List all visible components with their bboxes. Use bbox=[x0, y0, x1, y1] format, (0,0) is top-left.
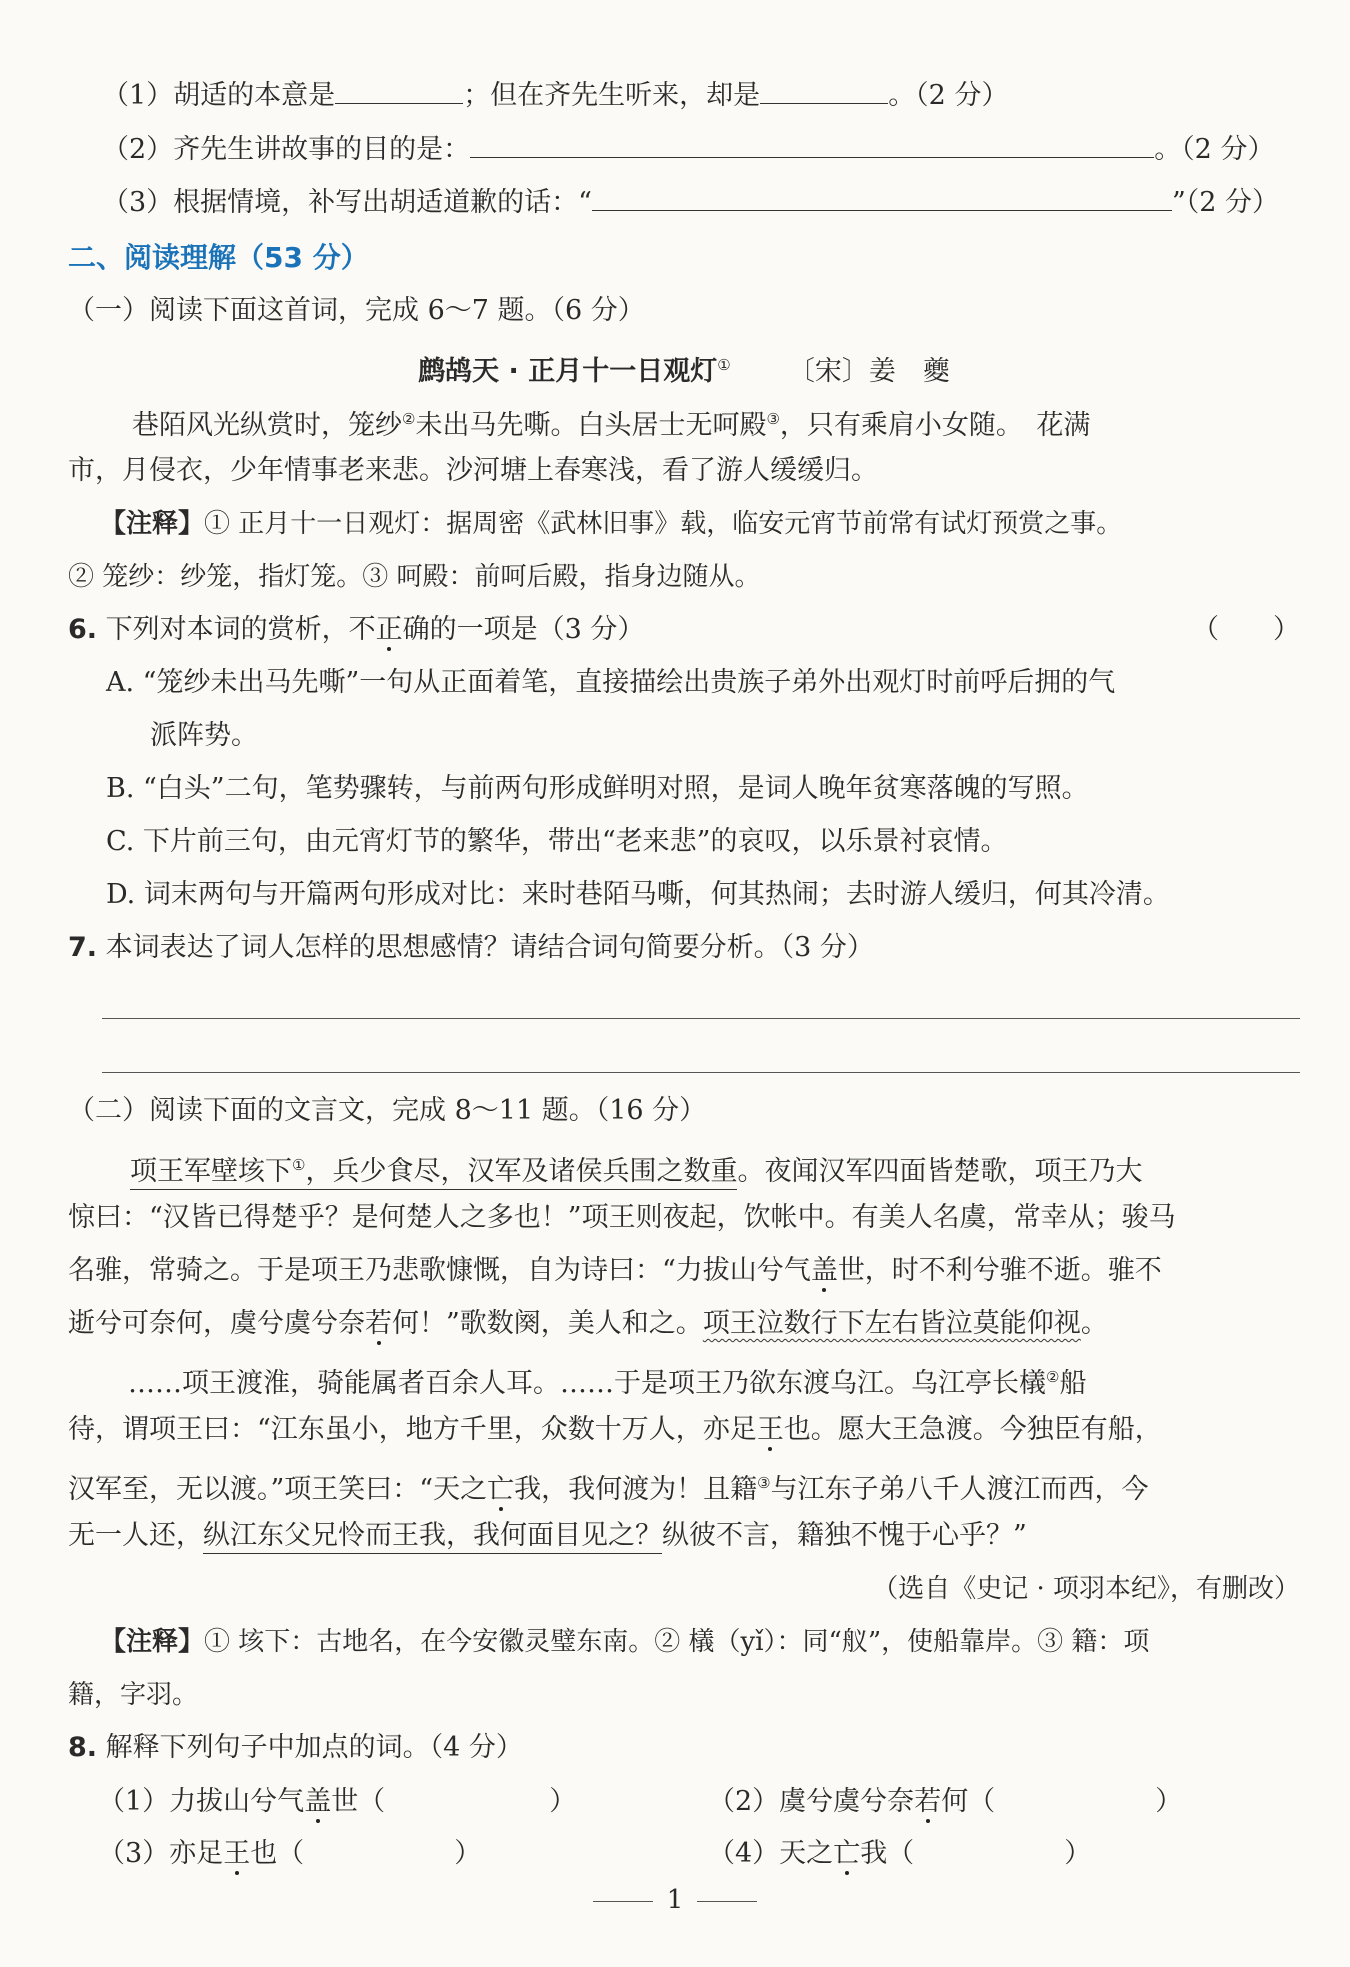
answer-blank[interactable] bbox=[470, 131, 1154, 158]
q5-sub2-score: 。（2 分） bbox=[1154, 134, 1275, 165]
q8-item-3[interactable]: （3）亦足王也（ ） bbox=[98, 1838, 482, 1869]
text-p2-l2: 待，谓项王曰：“江东虽小，地方千里，众数十万人，亦足王也。愿大王急渡。今独臣有船， bbox=[68, 1414, 1162, 1445]
text-p1-l2: 惊曰：“汉皆已得楚乎？是何楚人之多也！”项王则夜起，饮帐中。有美人名虞，常幸从；骏马 bbox=[68, 1202, 1176, 1233]
answer-line[interactable] bbox=[102, 1018, 1300, 1019]
answer-blank[interactable] bbox=[760, 77, 888, 104]
q6-stem bbox=[68, 610, 1300, 650]
footer-rule bbox=[697, 1901, 757, 1902]
answer-paren[interactable]: （ ） bbox=[1192, 614, 1300, 645]
footer-rule bbox=[593, 1901, 653, 1902]
emphasis-dotted: 王 bbox=[223, 1838, 251, 1869]
text: 。夜闻汉军四面皆楚歌，项王乃大 bbox=[737, 1156, 1143, 1187]
q5-sub3-score: ”（2 分） bbox=[1171, 187, 1280, 218]
poem-title: 鹧鸪天 · 正月十一日观灯 bbox=[418, 356, 718, 387]
source-citation: （选自《史记 · 项羽本纪》，有删改） bbox=[872, 1574, 1300, 1604]
question-number: 8. bbox=[68, 1732, 98, 1763]
part2-intro: （二）阅读下面的文言文，完成 8～11 题。（16 分） bbox=[68, 1095, 707, 1126]
question-number: 6. bbox=[68, 614, 98, 645]
part2-note-2: 籍，字羽。 bbox=[68, 1680, 199, 1710]
footnote-mark: ② bbox=[402, 410, 416, 428]
emphasis-dotted: 亡 bbox=[487, 1474, 515, 1505]
note-text: ① 正月十一日观灯：据周密《武林旧事》载，临安元宵节前常有试灯预赏之事。 bbox=[204, 509, 1123, 539]
page-number: 1 bbox=[666, 1885, 684, 1915]
poem-author: 〔宋〕姜 夔 bbox=[787, 356, 950, 387]
q5-sub3-text: （3）根据情境，补写出胡适道歉的话：“ bbox=[102, 187, 592, 218]
footnote-mark: ③ bbox=[766, 410, 780, 428]
text-p2-l4: 无一人还，纵江东父兄怜而王我，我何面目见之？纵彼不言，籍独不愧于心乎？” bbox=[68, 1516, 1300, 1556]
q5-sub1-text: （1）胡适的本意是 bbox=[102, 80, 336, 111]
q5-sub3 bbox=[102, 183, 1300, 223]
underlined-sentence: 项王军壁垓下①，兵少食尽，汉军及诸侯兵围之数重 bbox=[130, 1156, 737, 1190]
q7-stem bbox=[68, 928, 1300, 968]
q5-sub2-text: （2）齐先生讲故事的目的是： bbox=[102, 134, 471, 165]
q5-sub2 bbox=[102, 130, 1300, 170]
text-p1-l4: 逝兮可奈何，虞兮虞兮奈若何！”歌数阕，美人和之。项王泣数行下左右皆泣莫能仰视。 bbox=[68, 1308, 1108, 1339]
q6-option-d[interactable]: D. 词末两句与开篇两句形成对比：来时巷陌马嘶，何其热闹；去时游人缓归，何其冷清。 bbox=[106, 879, 1170, 910]
emphasis-dotted: 亡 bbox=[833, 1838, 861, 1869]
text-p2-l3: 汉军至，无以渡。”项王笑曰：“天之亡我，我何渡为！且籍③与江东子弟八千人渡江而西，今 bbox=[68, 1474, 1149, 1505]
q8-stem bbox=[68, 1728, 1300, 1768]
q6-option-a-cont: 派阵势。 bbox=[150, 720, 258, 751]
q8-item-2[interactable]: （2）虞兮虞兮奈若何（ ） bbox=[708, 1786, 1183, 1817]
q8-item-4[interactable]: （4）天之亡我（ ） bbox=[708, 1838, 1092, 1869]
emphasis-dotted: 盖 bbox=[304, 1786, 332, 1817]
q6-option-a[interactable]: A. “笼纱未出马先嘶”一句从正面着笔，直接描绘出贵族子弟外出观灯时前呼后拥的气 bbox=[106, 667, 1116, 698]
section-title bbox=[68, 238, 1300, 279]
question-number: 7. bbox=[68, 932, 98, 963]
wavy-underlined-sentence: 项王泣数行下左右皆泣莫能仰视 bbox=[702, 1308, 1081, 1339]
section-2-title: 二、阅读理解（53 分） bbox=[68, 241, 369, 274]
poem-text: 巷陌风光纵赏时，笼纱 bbox=[132, 410, 402, 441]
answer-line[interactable] bbox=[102, 1072, 1300, 1073]
q5-sub1-text-2: ；但在齐先生听来，却是 bbox=[463, 80, 761, 111]
poem-text: ，只有乘肩小女随。 花满 bbox=[779, 410, 1091, 441]
underlined-sentence: 纵江东父兄怜而王我，我何面目见之？ bbox=[203, 1520, 662, 1554]
page-footer bbox=[0, 1880, 1350, 1920]
q7-stem-text: 本词表达了词人怎样的思想感情？请结合词句简要分析。（3 分） bbox=[105, 932, 874, 963]
emphasis-dotted: 王 bbox=[756, 1414, 784, 1445]
note-label: 【注释】 bbox=[100, 1627, 205, 1657]
footnote-mark: ① bbox=[717, 356, 731, 374]
q6-stem-text-2: 的一项是（3 分） bbox=[429, 614, 645, 645]
note-label: 【注释】 bbox=[100, 509, 205, 539]
part1-intro: （一）阅读下面这首词，完成 6～7 题。（6 分） bbox=[68, 295, 645, 326]
emphasis-dotted: 盖 bbox=[810, 1255, 838, 1286]
q6-option-c[interactable]: C. 下片前三句，由元宵灯节的繁华，带出“老来悲”的哀叹，以乐景衬哀情。 bbox=[106, 826, 1008, 857]
q5-sub1-score: 。（2 分） bbox=[888, 80, 1009, 111]
answer-blank[interactable] bbox=[335, 77, 463, 104]
text-p1-l1 bbox=[130, 1145, 1350, 1192]
answer-blank[interactable] bbox=[592, 184, 1172, 211]
part1-note-2: ② 笼纱：纱笼，指灯笼。③ 呵殿：前呵后殿，指身边随从。 bbox=[68, 562, 761, 592]
emphasis-dotted: 若 bbox=[914, 1786, 942, 1817]
q6-stem-text: 下列对本词的赏析， bbox=[105, 614, 349, 645]
emphasis-dotted: 不正确 bbox=[348, 614, 430, 645]
q5-sub1 bbox=[102, 76, 1300, 116]
part1-note-1 bbox=[100, 504, 1332, 544]
poem-title-line bbox=[68, 345, 1300, 392]
q8-item-1[interactable]: （1）力拔山兮气盖世（ ） bbox=[98, 1786, 577, 1817]
note-text: ① 垓下：古地名，在今安徽灵璧东南。② 檥（yǐ）：同“舣”，使船靠岸。③ 籍：项 bbox=[204, 1627, 1150, 1657]
part2-note-1 bbox=[100, 1622, 1332, 1662]
text-p2-l1: ……项王渡淮，骑能属者百余人耳。……于是项王乃欲东渡乌江。乌江亭长檥②船 bbox=[128, 1368, 1087, 1399]
emphasis-dotted: 若 bbox=[365, 1308, 392, 1339]
poem-line-1 bbox=[132, 399, 1330, 446]
q6-option-b[interactable]: B. “白头”二句，笔势骤转，与前两句形成鲜明对照，是词人晚年贫寒落魄的写照。 bbox=[106, 773, 1089, 804]
poem-line-2: 市，月侵衣，少年情事老来悲。沙河塘上春寒浅，看了游人缓缓归。 bbox=[68, 455, 878, 486]
footnote-mark: ③ bbox=[757, 1474, 771, 1492]
footnote-mark: ② bbox=[1046, 1368, 1060, 1386]
poem-text: 未出马先嘶。白头居士无呵殿 bbox=[415, 410, 767, 441]
text-p1-l3: 名骓，常骑之。于是项王乃悲歌慷慨，自为诗曰：“力拔山兮气盖世，时不利兮骓不逝。骓不 bbox=[68, 1255, 1162, 1286]
q8-stem-text: 解释下列句子中加点的词。（4 分） bbox=[105, 1732, 523, 1763]
